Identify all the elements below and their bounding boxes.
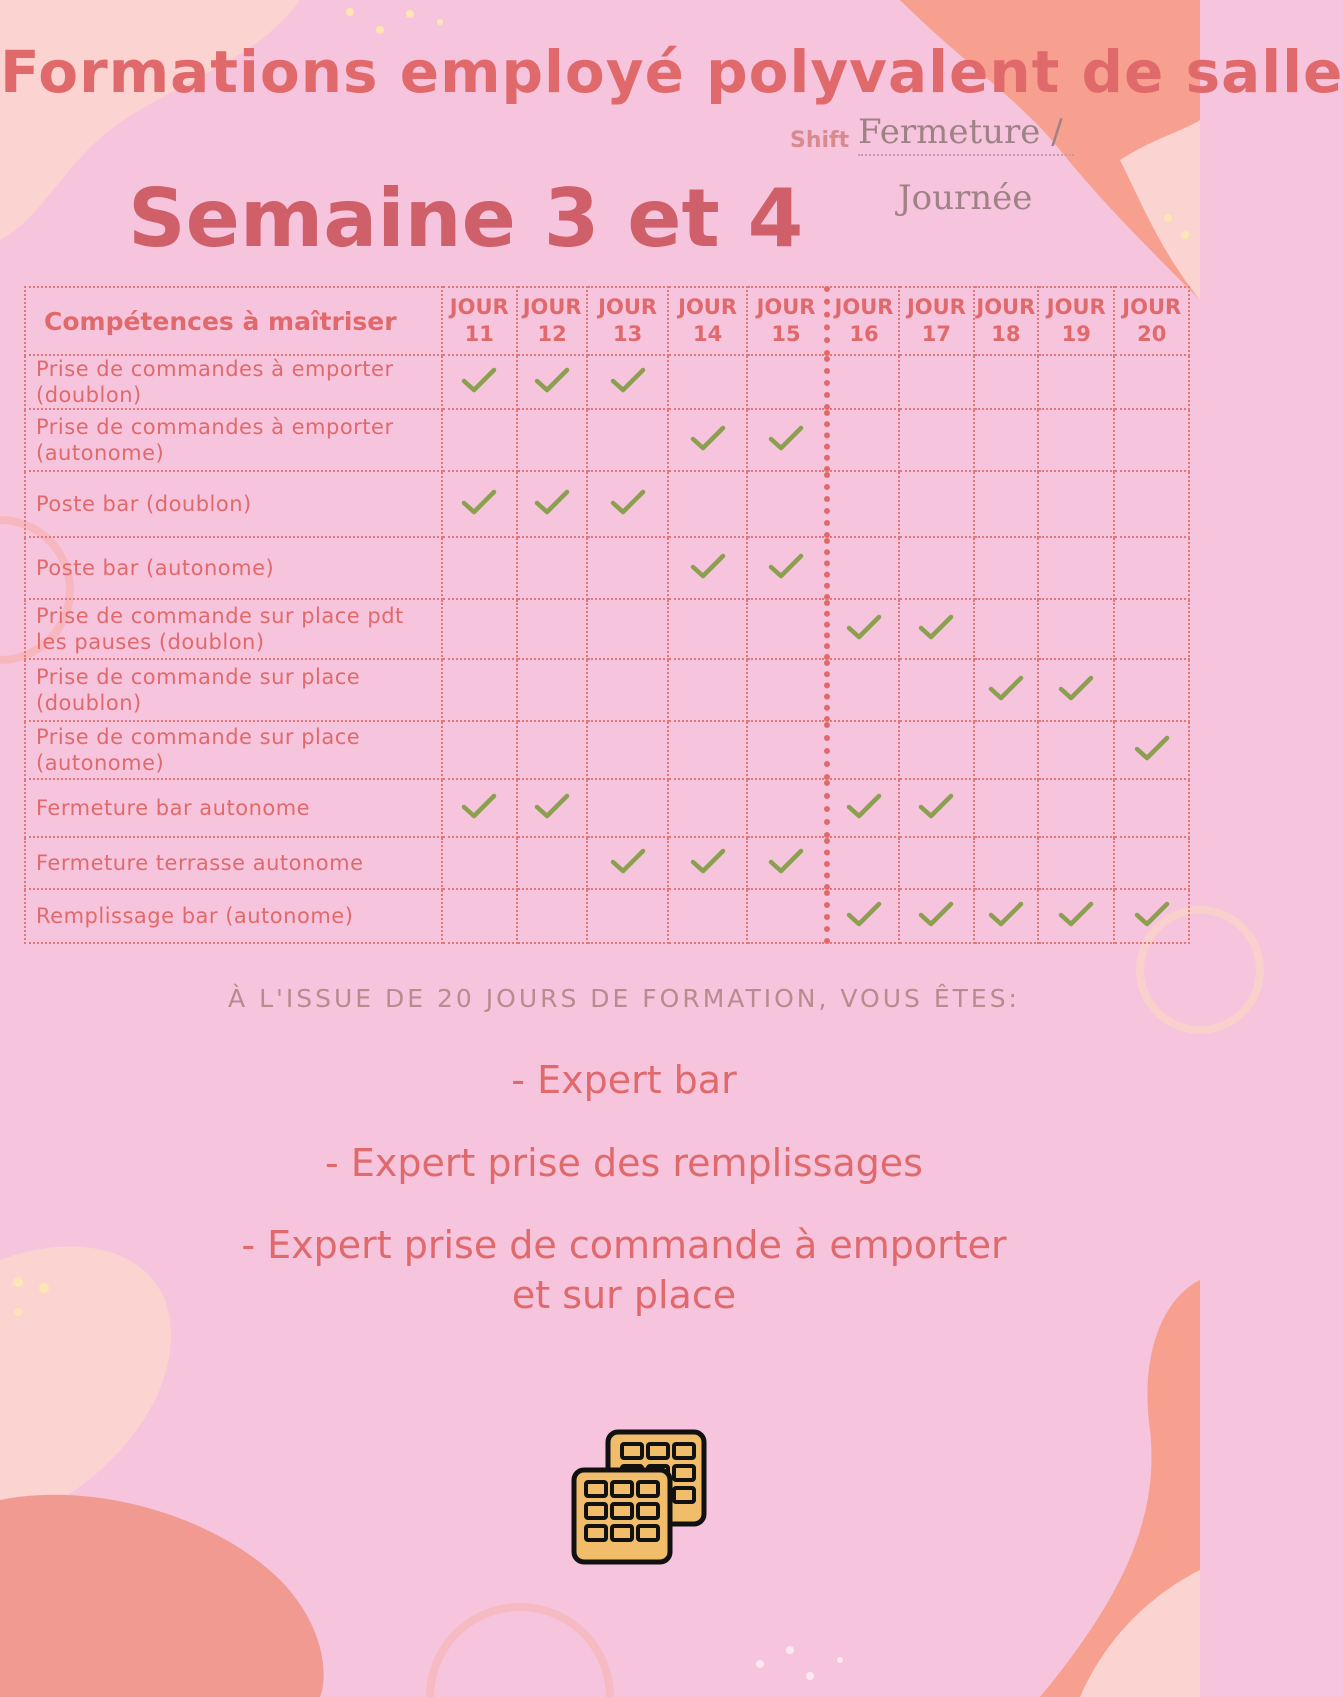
competency-label: Prise de commandes à emporter (doublon) xyxy=(25,355,442,409)
check-icon xyxy=(768,847,804,875)
day-number: 20 xyxy=(1137,322,1167,346)
shift-value-line1: Fermeture / xyxy=(858,112,1074,156)
check-icon xyxy=(846,613,882,641)
competency-label: Fermeture bar autonome xyxy=(25,779,442,837)
day-cell xyxy=(442,471,517,537)
day-cell xyxy=(899,721,973,779)
day-cell xyxy=(442,659,517,721)
check-icon xyxy=(1134,734,1170,762)
table-row xyxy=(25,779,1189,837)
day-cell xyxy=(747,409,826,471)
day-number: 18 xyxy=(991,322,1021,346)
day-number: 19 xyxy=(1061,322,1091,346)
check-icon xyxy=(768,552,804,580)
shift-label: Shift xyxy=(790,128,850,153)
outcome-item: - Expert prise des remplissages xyxy=(325,1141,923,1185)
day-cell xyxy=(668,355,747,409)
day-cell xyxy=(517,409,587,471)
day-cell xyxy=(517,355,587,409)
day-cell xyxy=(517,721,587,779)
outcome-intro: À L'ISSUE DE 20 JOURS DE FORMATION, VOUS ÊTES: xyxy=(228,984,1020,1013)
outcome-item: - Expert prise de commande à emporter xyxy=(241,1223,1007,1267)
day-cell xyxy=(517,659,587,721)
day-cell xyxy=(442,779,517,837)
day-cell xyxy=(1114,599,1189,659)
day-cell xyxy=(827,779,899,837)
check-icon xyxy=(846,792,882,820)
day-cell xyxy=(899,537,973,599)
day-cell xyxy=(517,779,587,837)
shift-value-line2: Journée xyxy=(898,178,1033,218)
day-header xyxy=(1114,287,1189,355)
day-word: JOUR xyxy=(449,295,509,319)
day-cell xyxy=(974,537,1038,599)
day-cell xyxy=(899,889,973,943)
day-cell xyxy=(974,409,1038,471)
check-icon xyxy=(534,366,570,394)
check-icon xyxy=(768,424,804,452)
check-icon xyxy=(1134,900,1170,928)
day-cell xyxy=(1114,721,1189,779)
day-cell xyxy=(827,837,899,889)
day-cell xyxy=(587,837,667,889)
check-icon xyxy=(988,674,1024,702)
day-cell xyxy=(587,659,667,721)
check-icon xyxy=(846,900,882,928)
dots-bottom-right xyxy=(756,1646,843,1680)
day-word: JOUR xyxy=(1046,295,1106,319)
competency-label: Remplissage bar (autonome) xyxy=(25,889,442,943)
table-row xyxy=(25,721,1189,779)
day-cell xyxy=(1114,779,1189,837)
day-word: JOUR xyxy=(756,295,816,319)
day-cell xyxy=(1038,599,1114,659)
check-icon xyxy=(1058,900,1094,928)
blob-bottom-left-dark xyxy=(0,1495,324,1697)
day-word: JOUR xyxy=(906,295,966,319)
day-cell xyxy=(827,409,899,471)
day-cell xyxy=(442,409,517,471)
competency-label: Poste bar (doublon) xyxy=(25,471,442,537)
check-icon xyxy=(461,366,497,394)
day-cell xyxy=(668,471,747,537)
day-cell xyxy=(1038,889,1114,943)
day-cell xyxy=(442,837,517,889)
waffle-icon xyxy=(570,1428,710,1564)
day-cell xyxy=(517,837,587,889)
day-cell xyxy=(1114,471,1189,537)
day-word: JOUR xyxy=(976,295,1036,319)
day-cell xyxy=(827,659,899,721)
day-cell xyxy=(587,599,667,659)
table-body xyxy=(25,355,1189,943)
check-icon xyxy=(461,488,497,516)
day-cell xyxy=(668,721,747,779)
check-icon xyxy=(461,792,497,820)
day-cell xyxy=(899,779,973,837)
day-header xyxy=(827,287,899,355)
day-cell xyxy=(747,599,826,659)
day-cell xyxy=(587,471,667,537)
day-cell xyxy=(442,889,517,943)
check-icon xyxy=(610,366,646,394)
check-icon xyxy=(610,847,646,875)
day-cell xyxy=(747,471,826,537)
day-cell xyxy=(899,471,973,537)
table-row xyxy=(25,889,1189,943)
day-cell xyxy=(827,537,899,599)
day-cell xyxy=(1114,355,1189,409)
day-number: 17 xyxy=(921,322,952,346)
day-cell xyxy=(1038,355,1114,409)
day-cell xyxy=(974,659,1038,721)
check-icon xyxy=(610,488,646,516)
day-cell xyxy=(442,599,517,659)
day-cell xyxy=(827,889,899,943)
day-cell xyxy=(668,537,747,599)
day-cell xyxy=(517,471,587,537)
table-row xyxy=(25,599,1189,659)
day-number: 16 xyxy=(849,322,879,346)
check-icon xyxy=(1058,674,1094,702)
table-row xyxy=(25,471,1189,537)
table-row xyxy=(25,409,1189,471)
day-cell xyxy=(442,355,517,409)
day-cell xyxy=(587,889,667,943)
day-number: 13 xyxy=(612,322,643,346)
competency-label: Prise de commande sur place (autonome) xyxy=(25,721,442,779)
day-cell xyxy=(668,409,747,471)
competency-label: Poste bar (autonome) xyxy=(25,537,442,599)
day-cell xyxy=(1114,889,1189,943)
check-icon xyxy=(534,488,570,516)
day-header xyxy=(442,287,517,355)
day-cell xyxy=(1114,537,1189,599)
day-cell xyxy=(974,889,1038,943)
check-icon xyxy=(690,552,726,580)
table-row xyxy=(25,537,1189,599)
day-cell xyxy=(899,355,973,409)
day-cell xyxy=(827,599,899,659)
day-cell xyxy=(974,355,1038,409)
day-cell xyxy=(1114,837,1189,889)
day-cell xyxy=(974,779,1038,837)
day-cell xyxy=(1114,409,1189,471)
day-cell xyxy=(974,599,1038,659)
day-word: JOUR xyxy=(678,295,738,319)
day-cell xyxy=(899,409,973,471)
day-cell xyxy=(587,409,667,471)
day-cell xyxy=(747,889,826,943)
day-cell xyxy=(899,837,973,889)
competency-label: Prise de commande sur place (doublon) xyxy=(25,659,442,721)
day-cell xyxy=(974,471,1038,537)
check-icon xyxy=(918,900,954,928)
competency-label: Prise de commandes à emporter (autonome) xyxy=(25,409,442,471)
check-icon xyxy=(988,900,1024,928)
outcome-item: et sur place xyxy=(511,1273,737,1317)
check-icon xyxy=(918,613,954,641)
day-cell xyxy=(747,721,826,779)
day-number: 12 xyxy=(537,322,567,346)
day-cell xyxy=(899,659,973,721)
page-subtitle: Semaine 3 et 4 xyxy=(128,172,804,265)
day-cell xyxy=(668,837,747,889)
day-cell xyxy=(1038,837,1114,889)
day-header xyxy=(1038,287,1114,355)
competency-header: Compétences à maîtriser xyxy=(25,287,442,355)
day-cell xyxy=(827,721,899,779)
outcome-item: - Expert bar xyxy=(511,1058,737,1102)
day-cell xyxy=(587,537,667,599)
day-header xyxy=(517,287,587,355)
day-cell xyxy=(747,355,826,409)
day-word: JOUR xyxy=(834,295,894,319)
day-cell xyxy=(668,889,747,943)
day-header xyxy=(668,287,747,355)
competency-label: Fermeture terrasse autonome xyxy=(25,837,442,889)
day-cell xyxy=(747,779,826,837)
day-header xyxy=(974,287,1038,355)
day-cell xyxy=(442,537,517,599)
day-cell xyxy=(668,599,747,659)
day-cell xyxy=(1038,721,1114,779)
day-cell xyxy=(1038,537,1114,599)
day-cell xyxy=(827,471,899,537)
day-cell xyxy=(1038,659,1114,721)
check-icon xyxy=(690,424,726,452)
day-cell xyxy=(668,779,747,837)
day-cell xyxy=(974,721,1038,779)
day-cell xyxy=(827,355,899,409)
day-cell xyxy=(517,599,587,659)
page-title: Formations employé polyvalent de salle xyxy=(0,38,1343,106)
check-icon xyxy=(690,847,726,875)
day-cell xyxy=(1038,471,1114,537)
day-cell xyxy=(747,837,826,889)
day-cell xyxy=(1038,409,1114,471)
day-cell xyxy=(974,837,1038,889)
day-cell xyxy=(517,889,587,943)
table-header-row xyxy=(25,287,1189,355)
day-header xyxy=(747,287,826,355)
day-cell xyxy=(899,599,973,659)
day-cell xyxy=(1114,659,1189,721)
table-row xyxy=(25,355,1189,409)
day-cell xyxy=(442,721,517,779)
day-number: 14 xyxy=(692,322,723,346)
day-cell xyxy=(668,659,747,721)
day-cell xyxy=(587,721,667,779)
day-cell xyxy=(517,537,587,599)
table-row xyxy=(25,837,1189,889)
day-word: JOUR xyxy=(522,295,582,319)
day-header xyxy=(899,287,973,355)
day-header xyxy=(587,287,667,355)
day-cell xyxy=(747,659,826,721)
day-number: 15 xyxy=(771,322,801,346)
day-cell xyxy=(587,355,667,409)
day-word: JOUR xyxy=(1122,295,1182,319)
check-icon xyxy=(918,792,954,820)
check-icon xyxy=(534,792,570,820)
competency-label: Prise de commande sur place pdt les pauses (doublon) xyxy=(25,599,442,659)
competency-table xyxy=(24,286,1190,944)
table-row xyxy=(25,659,1189,721)
day-cell xyxy=(747,537,826,599)
day-word: JOUR xyxy=(598,295,658,319)
day-number: 11 xyxy=(464,322,494,346)
ring-bottom xyxy=(430,1607,610,1697)
day-cell xyxy=(1038,779,1114,837)
day-cell xyxy=(587,779,667,837)
